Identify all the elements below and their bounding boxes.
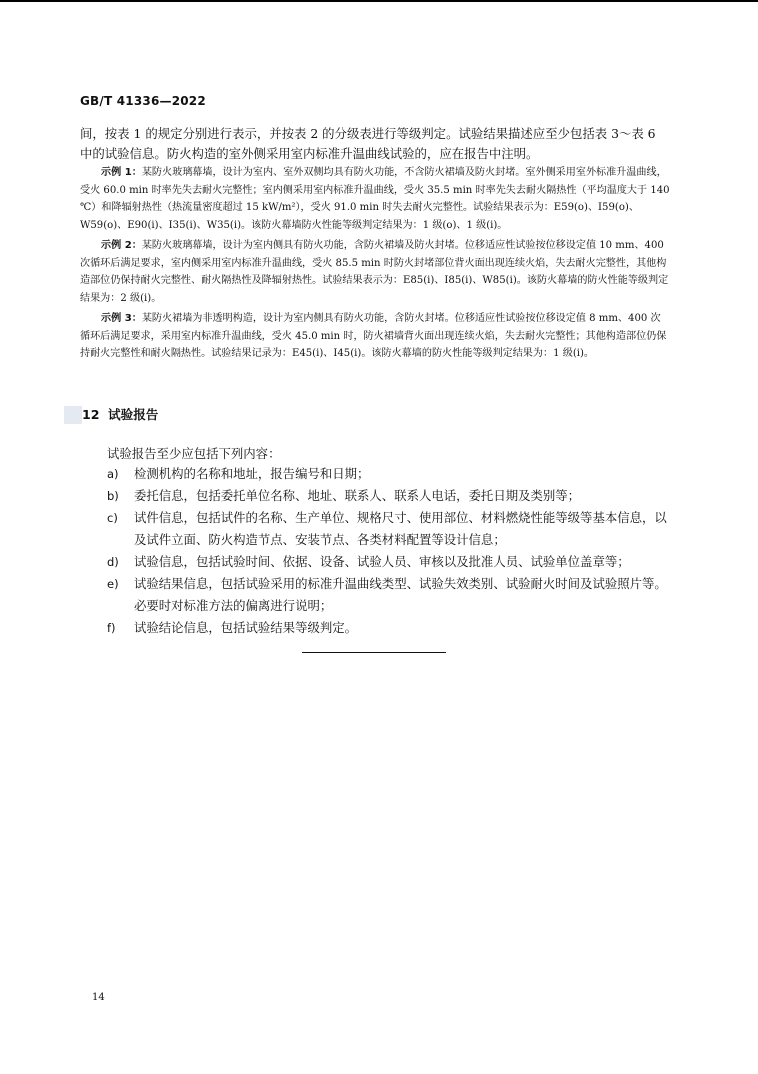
- page-number: 14: [92, 992, 105, 1003]
- section-highlight-marker: [64, 406, 82, 424]
- list-item: [80, 617, 670, 639]
- example-tag: 示例 3：: [101, 313, 142, 324]
- section-heading: [82, 404, 158, 423]
- standard-code: GB/T 41336—2022: [80, 94, 206, 108]
- list-item: [80, 463, 670, 485]
- list-item-text: 试件信息，包括试件的名称、生产单位、规格尺寸、使用部位、材料燃烧性能等级等基本信息，以及试件立面、防火构造节点、安装节点、各类材料配置等设计信息；: [134, 510, 667, 547]
- top-border-line: [0, 0, 758, 2]
- continuation-paragraph: 间，按表 1 的规定分别进行表示，并按表 2 的分级表进行等级判定。试验结果描述应至少包括表 3～表 6 中的试验信息。防火构造的室外侧采用室内标准升温曲线试验的，应在报告中注明。: [80, 126, 656, 161]
- list-item-label: c): [107, 511, 118, 525]
- example-3: [80, 310, 670, 363]
- list-item: [80, 485, 670, 507]
- example-text: 某防火玻璃幕墙，设计为室内、室外双侧均具有防火功能，不含防火裙墙及防火封堵。室外侧采用室外标准升温曲线，受火 60.0 min 时率先失去耐火完整性；室内侧采用室内标准升温曲线，受火 35.5 min 时率先失去耐火隔热性（平均温度大于 140 ℃）和降辐射热性（热流量密度超过 15 kW/m²），受火 91.0 min 时失去耐火完整性。试验结果表示为：E59(o)、I59(o)、W59(o)、E90(i)、I35(i)、W35(i)。该防火幕墙防火性能等级判定结果为：1 级(o)、1 级(i)。: [80, 167, 670, 231]
- list-item-label: a): [107, 467, 119, 481]
- end-of-document-line: [302, 652, 446, 653]
- example-1: [80, 164, 670, 234]
- list-item-text: 检测机构的名称和地址，报告编号和日期；: [134, 466, 370, 481]
- list-item-label: f): [107, 621, 116, 635]
- list-item-label: d): [107, 555, 119, 569]
- list-item: [80, 507, 670, 551]
- list-item-text: 试验结果信息，包括试验采用的标准升温曲线类型、试验失效类别、试验耐火时间及试验照片等。必要时对标准方法的偏离进行说明；: [134, 576, 667, 613]
- list-item-text: 委托信息，包括委托单位名称、地址、联系人、联系人电话，委托日期及类别等；: [134, 488, 581, 503]
- list-item-label: b): [107, 489, 119, 503]
- section-title: 试验报告: [108, 407, 159, 422]
- list-item-label: e): [107, 577, 119, 591]
- example-tag: 示例 1：: [101, 167, 142, 178]
- example-2: [80, 237, 670, 307]
- list-item: [80, 551, 670, 573]
- list-item-text: 试验信息，包括试验时间、依据、设备、试验人员、审核以及批准人员、试验单位盖章等；: [134, 554, 630, 569]
- example-text: 某防火玻璃幕墙，设计为室内侧具有防火功能，含防火裙墙及防火封堵。位移适应性试验按位移设定值 10 mm、400 次循环后满足要求，室内侧采用室内标准升温曲线，受火 85.5 min 时防火封堵部位背火面出现连续火焰，失去耐火完整性，其他构造部位仍保持耐火完整性、耐火隔热性及降辐射热性。试验结果表示为：E85(i)、I85(i)、W85(i)。该防火幕墙的防火性能等级判定结果为：2 级(i)。: [80, 240, 669, 304]
- report-intro: 试验报告至少应包括下列内容：: [107, 446, 281, 461]
- report-items-list: [80, 463, 670, 639]
- example-tag: 示例 2：: [101, 240, 142, 251]
- list-item: [80, 573, 670, 617]
- list-item-text: 试验结论信息，包括试验结果等级判定。: [134, 620, 358, 635]
- section-number: 12: [82, 407, 100, 422]
- example-text: 某防火裙墙为非透明构造，设计为室内侧具有防火功能，含防火封堵。位移适应性试验按位移设定值 8 mm、400 次循环后满足要求，采用室内标准升温曲线，受火 45.0 min 时，防火裙墙背火面出现连续火焰，失去耐火完整性；其他构造部位仍保持耐火完整性和耐火隔热性。试验结果记录为：E45(i)、I45(i)。该防火幕墙的防火性能等级判定结果为：1 级(i)。: [80, 313, 667, 359]
